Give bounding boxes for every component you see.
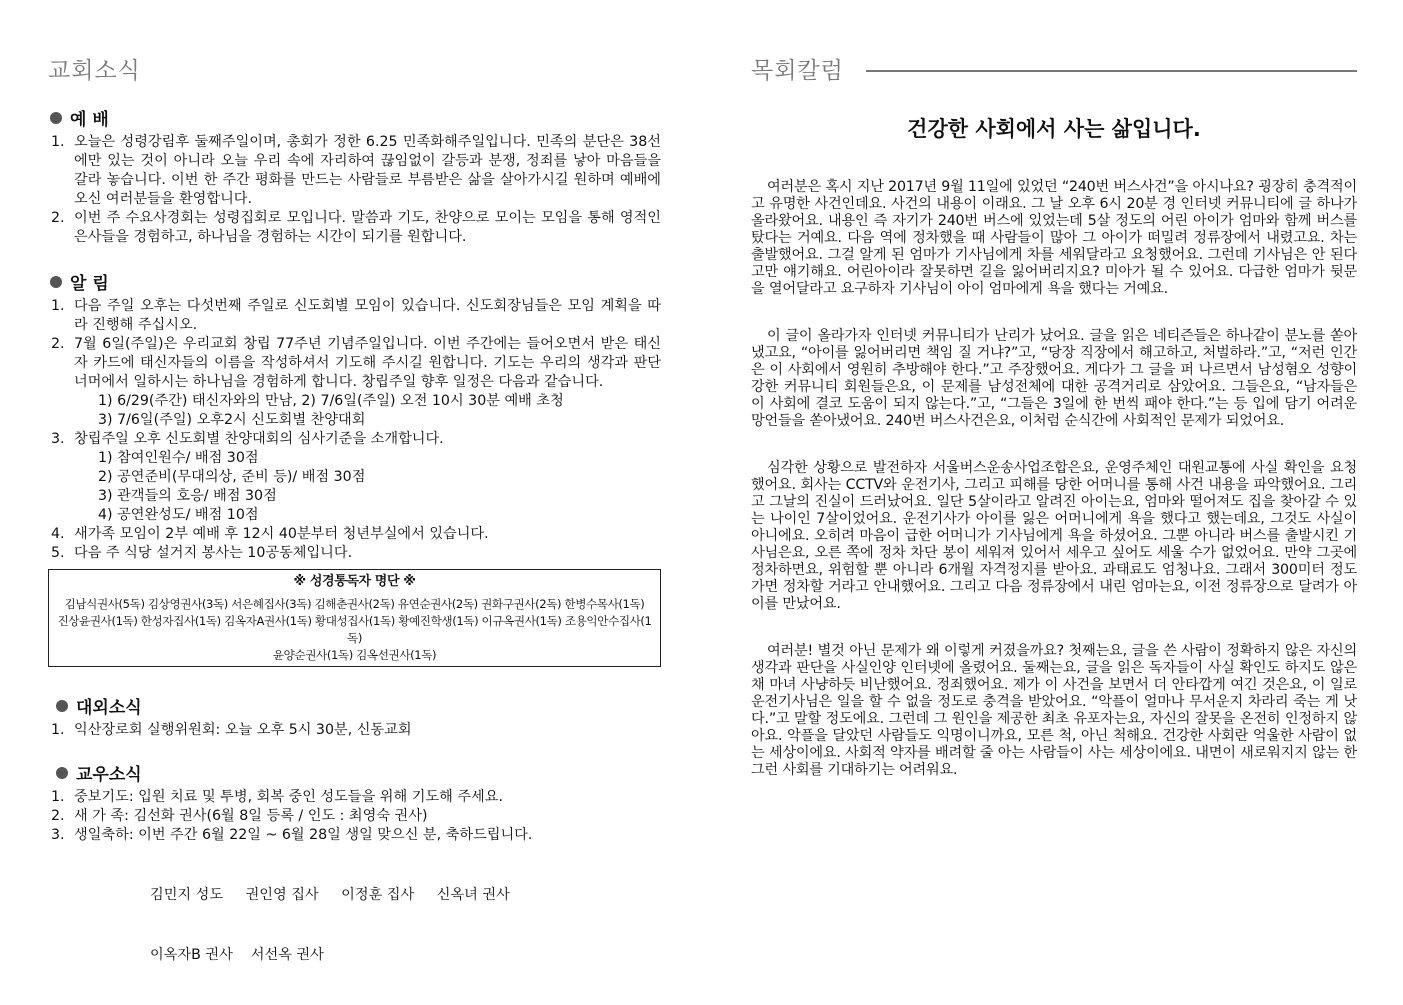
list-item: 2. 7월 6일(주일)은 우리교회 창립 77주년 기념주일입니다. 이번 주간에는 들어오면서 받은 태신자 카드에 태신자들의 이름을 작성하셔서 기도해 주시길 원합니다. 기도는 우리의 생각과 판단 너머에서 일하시는 하나님을 경험하게 합니다. 창립주일 향후 일정은 다음과 같습니다. 1) 6/29(주간) 태신자와의 만남, 2) 7/6일(주일) 오전 10시 30분 예배 초청 3) 7/6일(주일) 오후2시 신도회별 찬양대회: [51, 336, 661, 428]
external-list: [48, 721, 661, 740]
sub-item: 3) 7/6일(주일) 오후2시 신도회별 찬양대회: [98, 412, 366, 428]
bible-reader-box: [48, 569, 661, 667]
sub-item: 1) 6/29(주간) 태신자와의 만남, 2) 7/6일(주일) 오전 10시 30분 예배 초청: [98, 393, 564, 409]
bible-box-line: 윤양순권사(1독) 김옥선권사(1독): [272, 648, 437, 662]
list-item: 5. 다음 주 식당 설거지 봉사는 10공동체입니다.: [51, 545, 353, 561]
notice-list: [48, 297, 661, 563]
list-item: 1. 다음 주일 오후는 다섯번째 주일로 신도회별 모임이 있습니다. 신도회장님들은 모임 계획을 따라 진행해 주십시오.: [51, 298, 661, 333]
list-item: 2. 새 가 족: 김선화 권사(6월 8일 등록 / 인도 : 최영숙 권사): [51, 808, 428, 824]
bible-box-line: 김남식권사(5독) 김상영권사(3독) 서은혜집사(3독) 김해춘권사(2독) 유연순권사(2독) 권화구권사(2독) 한병수목사(1독): [64, 597, 645, 611]
list-item: 3. 생일축하: 이번 주간 6월 22일 ~ 6월 28일 생일 맞으신 분, 축하드립니다.: [51, 827, 533, 843]
bullet-icon: [56, 700, 68, 712]
notice-heading: 알 림: [50, 269, 661, 294]
sub-item: 3) 관객들의 호응/ 배점 30점: [98, 488, 277, 504]
bullet-icon: [50, 276, 62, 288]
external-heading: 대외소식: [56, 693, 661, 718]
column-paragraph: 여러분! 별것 아닌 문제가 왜 이렇게 커졌을까요? 첫째는요, 글을 쓴 사람이 정확하지 않은 자신의 생각과 판단을 사실인양 인터넷에 올렸어요. 둘째는요, 글을 읽은 독자들이 사실 확인도 하지도 않은 채 마녀 사냥하듯 비난했어요. 정죄했어요. 제가 이 사건을 보면서 더 안타깝게 여긴 것은요, 이 일로 운전기사님은 일을 할 수 없을 정도로 충격을 받았어요. “악플이 얼마나 무서운지 차라리 죽는 게 낫다.”고 말할 정도에요. 그런데 그 원인을 제공한 최초 유포자는요, 자신의 잘못을 온전히 인정하지 않아요. 악플을 달았던 사람들도 익명이니까요, 모른 척, 아닌 척해요. 건강한 사회란 억울한 사람이 없는 세상이에요. 사회적 약자를 배려할 줄 아는 사람들이 사는 세상이에요. 내면이 새로워지지 않는 한 그런 사회를 기대하기는 어려워요.: [751, 643, 1357, 778]
list-item: 1. 오늘은 성령강림후 둘째주일이며, 총회가 정한 6.25 민족화해주일입니다. 민족의 분단은 38선에만 있는 것이 아니라 오늘 우리 속에 자리하여 끊임없이 갈등과 분쟁, 정죄를 낳아 마음들을 갈라 놓습니다. 이번 한 주간 평화를 만드는 사람들로 부름받은 삶을 살아가시길 원하며 예배에 오신 여러분들을 환영합니다.: [51, 134, 661, 207]
worship-list: [48, 133, 661, 247]
left-page: [0, 0, 701, 992]
list-item: 4. 새가족 모임이 2부 예배 후 12시 40분부터 청년부실에서 있습니다.: [51, 526, 489, 542]
sub-item: 2) 공연준비(무대의상, 준비 등)/ 배점 30점: [98, 469, 366, 485]
column-paragraph: 심각한 상황으로 발전하자 서울버스운송사업조합은요, 운영주체인 대원교통에 사실 확인을 요청했어요. 회사는 CCTV와 운전기사, 그리고 피해를 당한 어머니를 통해 사건 내용을 파악했어요. 그리고 그날의 진실이 드러났어요. 일단 5살이라고 알려진 아이는요, 엄마와 떨어져도 집을 찾아갈 수 있는 나이인 7살이었어요. 운전기사가 아이를 잃은 어머니에게 욕을 했다고 했는데요, 그것도 사실이 아니에요. 오히려 마음이 급한 어머니가 기사님에게 욕을 하셨어요. 그뿐 아니라 버스를 출발시킨 기사님은요, 오른 쪽에 정차 차단 봉이 세워져 있어서 세우고 싶어도 세울 수가 없었어요. 만약 그곳에 정차하면요, 위험할 뿐 아니라 6개월 자격정지를 받아요. 과태료도 엄청나요. 그래서 300미터 정도 가면 정차할 거라고 안내했어요. 그리고 다음 정류장에서 내린 엄마는요, 이전 정류장으로 달려가 아이를 만났어요.: [751, 460, 1357, 612]
column-paragraph: 여러분은 혹시 지난 2017년 9월 11일에 있었던 “240번 버스사건”을 아시나요? 굉장히 충격적이고 유명한 사건인데요. 사건의 내용이 이래요. 그 날 오후 6시 20분 경 인터넷 커뮤니티에 글 하나가 올라왔어요. 내용인 즉 자기가 240번 버스에 있었는데 5살 정도의 어린 아이가 엄마와 함께 버스를 탔다는 거예요. 다음 역에 정차했을 때 사람들이 많아 그 아이가 떠밀려 정류장에서 내렸고요. 차는 출발했어요. 그걸 알게 된 엄마가 기사님에게 차를 세워달라고 요청했어요. 그런데 기사님은 안 된다고만 얘기해요. 어린아이라 잘못하면 길을 잃어버리지요? 미아가 될 수 있어요. 다급한 엄마가 뒷문을 열어달라고 요구하자 기사님이 아이 엄마에게 욕을 했다는 거예요.: [751, 179, 1357, 297]
bible-box-line: 진상윤권사(1독) 한성자집사(1독) 김옥자A권사(1독) 황대성집사(1독) 황예진학생(1독) 이규옥권사(1독) 조용익안수집사(1독): [57, 614, 652, 645]
pastor-column-title: 목회칼럼: [751, 52, 1357, 85]
list-item: 1. 중보기도: 입원 치료 및 투병, 회복 중인 성도들을 위해 기도해 주세요.: [51, 789, 503, 805]
worship-heading: 예 배: [50, 105, 661, 130]
bible-box-title: ※ 성경통독자 명단 ※: [293, 574, 416, 589]
list-item: 1. 익산장로회 실행위원회: 오늘 오후 5시 30분, 신동교회: [51, 722, 412, 738]
title-divider: [866, 70, 1357, 72]
members-heading: 교우소식: [56, 760, 661, 785]
list-item: 3. 창립주일 오후 신도회별 찬양대회의 심사기준을 소개합니다. 1) 참여인원수/ 배점 30점 2) 공연준비(무대의상, 준비 등)/ 배점 30점 3) 관객들의 호응/ 배점 30점 4) 공연완성도/ 배점 10점: [48, 430, 661, 525]
column-headline: 건강한 사회에서 사는 삶입니다.: [907, 117, 1201, 141]
members-list: [48, 788, 661, 845]
church-news-title: 교회소식: [48, 58, 141, 84]
right-page: [701, 0, 1403, 992]
list-item: 2. 이번 주 수요사경회는 성령집회로 모입니다. 말씀과 기도, 찬양으로 모이는 모임을 통해 영적인 은사들을 경험하고, 하나님을 경험하는 시간이 되기를 원합니다.: [51, 210, 661, 245]
bullet-icon: [50, 112, 62, 124]
birthday-names: 김민지 성도 권인영 집사 이정훈 집사 신옥녀 권사 이옥자B 권사 서선옥 권사: [150, 887, 510, 963]
bullet-icon: [56, 767, 68, 779]
sub-item: 4) 공연완성도/ 배점 10점: [98, 507, 259, 523]
sub-item: 1) 참여인원수/ 배점 30점: [98, 450, 259, 466]
column-paragraph: 이 글이 올라가자 인터넷 커뮤니티가 난리가 났어요. 글을 읽은 네티즌들은 하나같이 분노를 쏟아냈고요, “아이를 잃어버리면 책임 질 거냐?”고, “당장 직장에서 해고하고, 처벌하라.”고, “저런 인간은 이 사회에서 영원히 추방해야 한다.”고 주장했어요. 게다가 그 글을 퍼 나르면서 남성혐오 성향이 강한 커뮤니티 회원들은요, 이 문제를 남성전체에 대한 공격거리로 삼았어요. 그들은요, “남자들은 이 사회에 결코 도움이 되지 않는다.”고, “그들은 3일에 한 번씩 패야 한다.”는 등 입에 담기 어려운 망언들을 쏟아냈어요. 240번 버스사건은요, 이처럼 순식간에 사회적인 문제가 되었어요.: [751, 328, 1358, 429]
